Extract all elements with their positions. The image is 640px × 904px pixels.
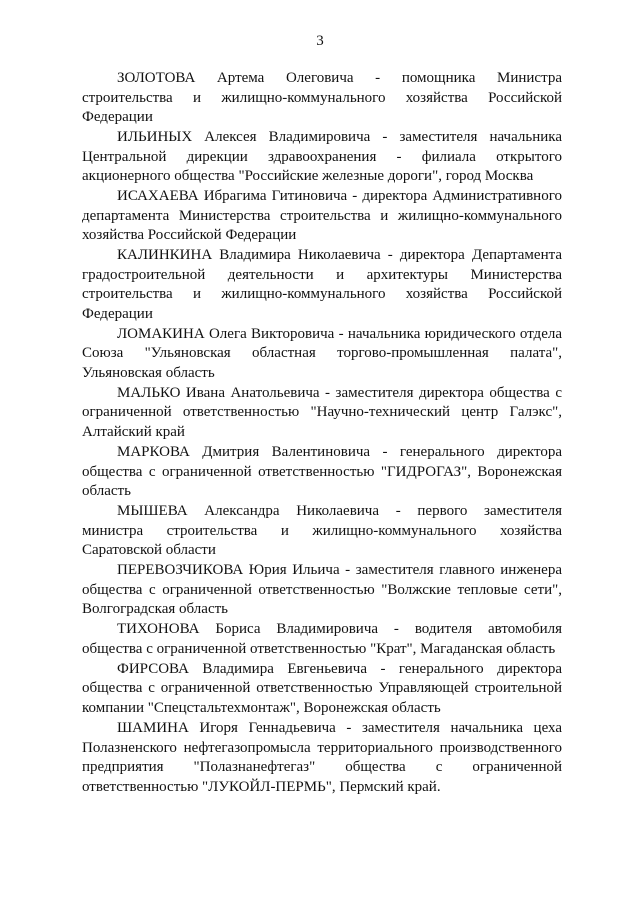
list-item: ПЕРЕВОЗЧИКОВА Юрия Ильича - заместителя главного инженера общества с ограниченной ответственностью "Волжские тепловые сети", Волгоградская область: [82, 562, 562, 618]
list-item: МАЛЬКО Ивана Анатольевича - заместителя директора общества с ограниченной ответственностью "Научно-технический центр Галэкс", Алтайский край: [82, 384, 562, 440]
list-item: МЫШЕВА Александра Николаевича - первого заместителя министра строительства и жилищно-коммунального хозяйства Саратовской области: [82, 503, 562, 559]
page-number: 3: [316, 33, 324, 49]
list-item: ТИХОНОВА Бориса Владимировича - водителя автомобиля общества с ограниченной ответственностью "Крат", Магаданская область: [82, 621, 562, 657]
award-list: [82, 69, 562, 798]
list-item: ШАМИНА Игоря Геннадьевича - заместителя начальника цеха Полазненского нефтегазопромысла территориального производственного предприятия "Полазнанефтегаз" общества с ограниченной ответственностью "ЛУКОЙЛ-ПЕРМЬ", Пермский край.: [82, 720, 562, 795]
list-item: КАЛИНКИНА Владимира Николаевича - директора Департамента градостроительной деятельности и архитектуры Министерства строительства и жилищно-коммунального хозяйства Российской Федерации: [82, 247, 562, 322]
list-item: ИЛЬИНЫХ Алексея Владимировича - заместителя начальника Центральной дирекции здравоохранения - филиала открытого акционерного общества "Российские железные дороги", город Москва: [82, 129, 562, 185]
list-item: ИСАХАЕВА Ибрагима Гитиновича - директора Административного департамента Министерства строительства и жилищно-коммунального хозяйства Российской Федерации: [82, 188, 562, 244]
list-item: ЛОМАКИНА Олега Викторовича - начальника юридического отдела Союза "Ульяновская областная торгово-промышленная палата", Ульяновская область: [82, 325, 562, 381]
list-item: МАРКОВА Дмитрия Валентиновича - генерального директора общества с ограниченной ответственностью "ГИДРОГАЗ", Воронежская область: [82, 444, 562, 500]
list-item: ЗОЛОТОВА Артема Олеговича - помощника Министра строительства и жилищно-коммунального хозяйства Российской Федерации: [82, 70, 562, 125]
list-item: ФИРСОВА Владимира Евгеньевича - генерального директора общества с ограниченной ответственностью Управляющей строительной компании "Спецстальтехмонтаж", Воронежская область: [82, 660, 562, 716]
